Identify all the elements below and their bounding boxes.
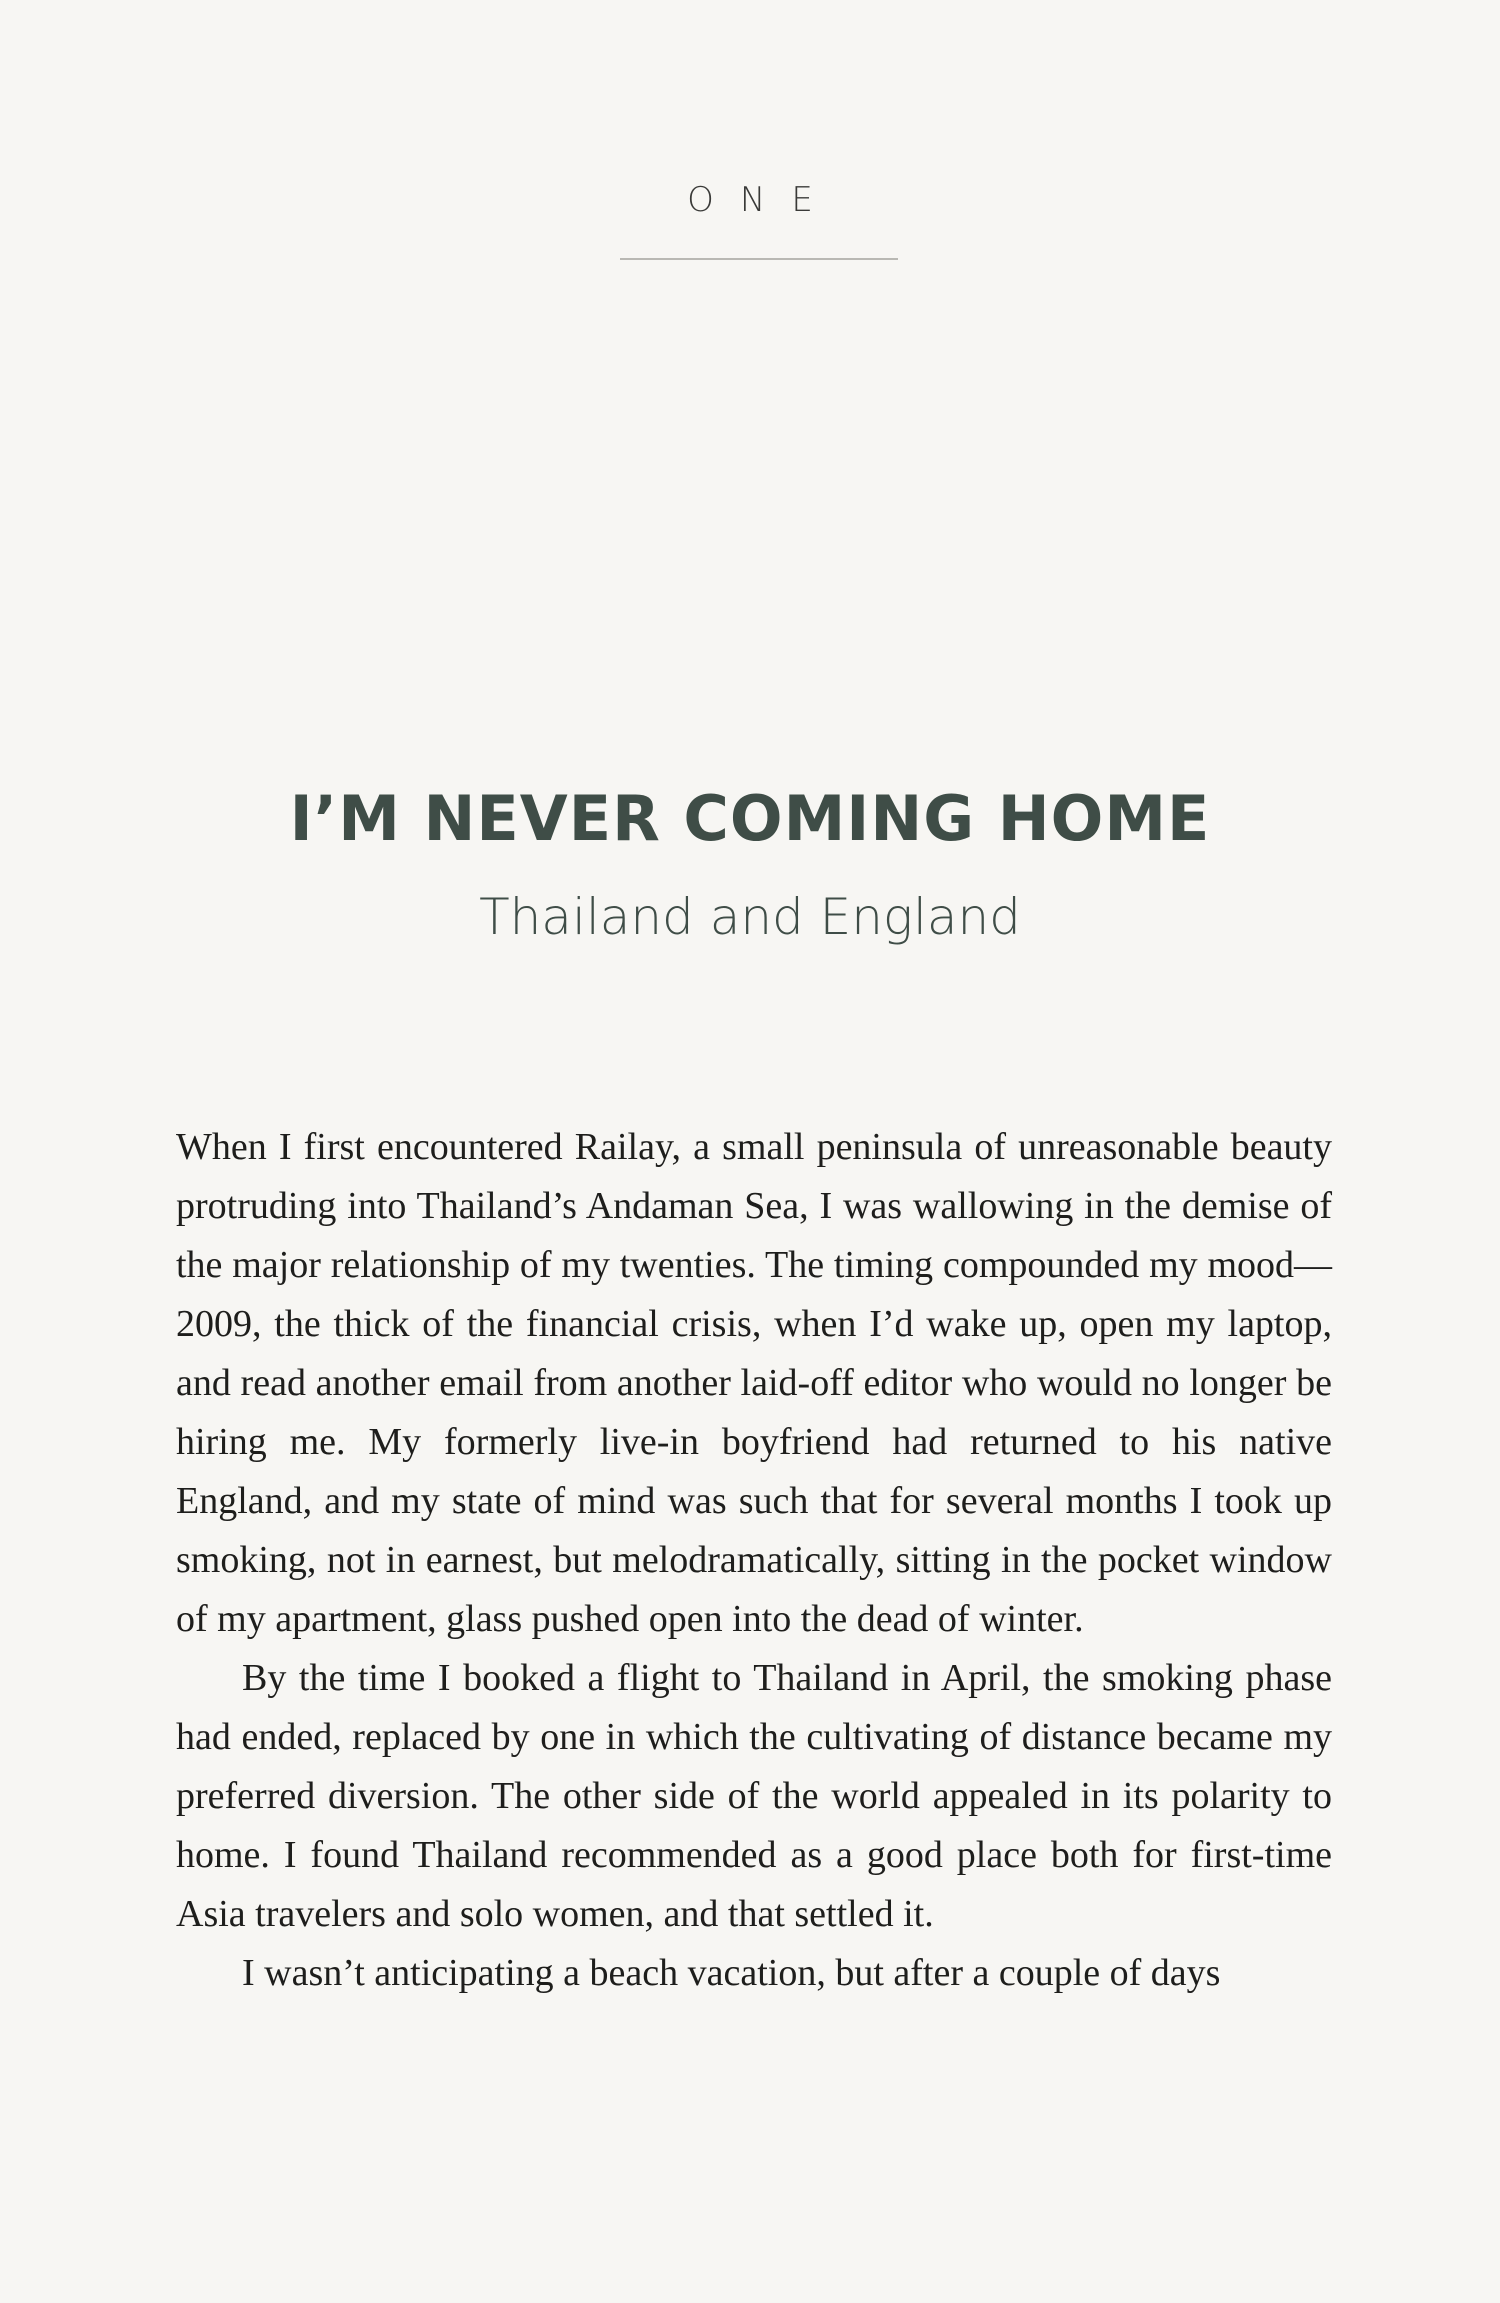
chapter-number: ONE	[687, 180, 839, 220]
paragraph-2: By the time I booked a flight to Thailand in April, the smoking phase had ended, replaced by one in which the cultivating of distance became my preferred diversion. The other side of the world appealed in its polarity to home. I found Thailand recommended as a good place both for first-time Asia travelers and solo women, and that settled it.	[176, 1657, 1332, 1935]
chapter-divider-rule	[620, 258, 898, 260]
paragraph-3: I wasn’t anticipating a beach vacation, but after a couple of days	[242, 1952, 1221, 1994]
chapter-title: I’M NEVER COMING HOME	[289, 782, 1211, 855]
paragraph-1: When I first encountered Railay, a small peninsula of unreasonable beauty protruding into Thailand’s Andaman Sea, I was wallowing in the demise of the major relationship of my twenties. The timing compounded my mood—2009, the thick of the financial crisis, when I’d wake up, open my laptop, and read another email from another laid-off editor who would no longer be hiring me. My formerly live-in boyfriend had returned to his native England, and my state of mind was such that for several months I took up smoking, not in earnest, but melodramatically, sitting in the pocket window of my apartment, glass pushed open into the dead of winter.	[176, 1126, 1332, 1640]
chapter-subtitle: Thailand and England	[479, 888, 1021, 946]
chapter-body-text	[176, 1118, 1332, 2003]
